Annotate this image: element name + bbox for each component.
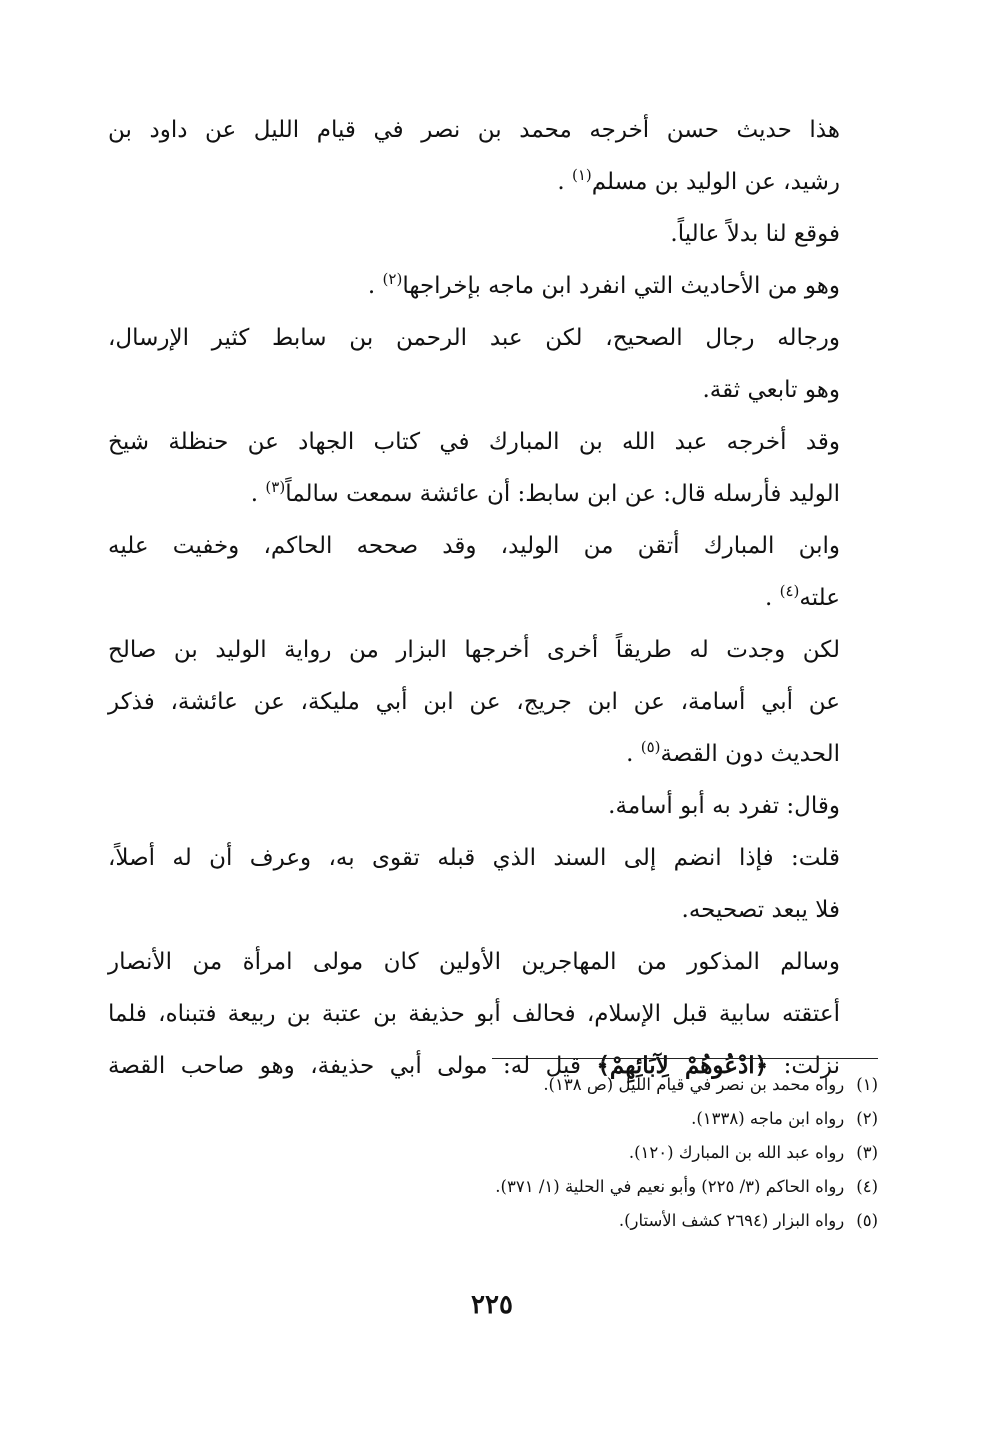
footnote-number: (٤) [856, 1177, 878, 1196]
footnote-text: رواه الحاكم (٣/ ٢٢٥) وأبو نعيم في الحلية (١/ ٣٧١). [495, 1177, 845, 1196]
paragraph-10-line-3-start: نزلت: [783, 1053, 841, 1079]
paragraph-5-end: . [250, 481, 259, 507]
page-number: ٢٢٥ [471, 1290, 513, 1320]
footnote-separator [492, 1058, 878, 1059]
paragraph-6-line-1: وابن المبارك أتقن من الوليد، وقد صححه الحاكم، وخفيت عليه [108, 533, 840, 559]
paragraph-4 [108, 312, 878, 416]
paragraph-1 [108, 104, 878, 208]
footnote-1 [300, 1068, 878, 1102]
footnote-ref-2: (٢) [382, 270, 403, 288]
paragraph-5-text: الوليد فأرسله قال: عن ابن سابط: أن عائشة سمعت سالماً [285, 481, 840, 507]
paragraph-7 [108, 624, 878, 780]
paragraph-3-end: . [367, 273, 376, 299]
footnote-ref-5: (٥) [640, 738, 661, 756]
paragraph-5 [108, 416, 878, 520]
paragraph-7-end: . [626, 741, 634, 767]
paragraph-10-line-3-end: قيل له: مولى أبي حذيفة، وهو صاحب القصة [108, 1053, 581, 1079]
paragraph-9-line-2: فلا يبعد تصحيحه. [681, 897, 840, 923]
paragraph-6 [108, 520, 878, 624]
footnote-2 [300, 1102, 878, 1136]
paragraph-6-end: . [764, 585, 773, 611]
paragraph-9-line-1: قلت: فإذا انضم إلى السند الذي قبله تقوى به، وعرف أن له أصلاً، [108, 845, 840, 871]
paragraph-8-line-1: وقال: تفرد به أبو أسامة. [608, 793, 840, 819]
footnote-number: (١) [856, 1075, 878, 1094]
footnote-number: (٢) [856, 1109, 878, 1128]
paragraph-6-text: علته [799, 585, 840, 611]
paragraph-1-text: رشيد، عن الوليد بن مسلم [591, 169, 840, 195]
footnote-ref-4: (٤) [779, 582, 800, 600]
footnote-4 [300, 1170, 878, 1204]
paragraph-2 [108, 208, 878, 260]
footnote-ref-3: (٣) [265, 478, 286, 496]
footnote-number: (٣) [856, 1143, 878, 1162]
paragraph-5-line-1: وقد أخرجه عبد الله بن المبارك في كتاب الجهاد عن حنظلة شيخ [108, 429, 840, 455]
paragraph-7-text: الحديث دون القصة [660, 741, 840, 767]
paragraph-4-line-2: وهو تابعي ثقة. [702, 377, 840, 403]
paragraph-6-line-2 [108, 572, 878, 624]
paragraph-5-line-2 [108, 468, 878, 520]
footnote-text: رواه البزار (٢٦٩٤ كشف الأستار). [618, 1211, 845, 1230]
paragraph-4-line-1: ورجاله رجال الصحيح، لكن عبد الرحمن بن سابط كثير الإرسال، [108, 325, 840, 351]
footnote-text: رواه محمد بن نصر في قيام الليل (ص ١٣٨). [543, 1075, 845, 1094]
paragraph-10-line-2: أعتقته سابية قبل الإسلام، فحالف أبو حذيفة بن عتبة بن ربيعة فتبناه، فلما [108, 1001, 840, 1027]
paragraph-1-line-2 [108, 156, 878, 208]
paragraph-8 [108, 780, 878, 832]
quran-quote: ﴿ادْعُوهُمْ لِآبَائِهِمْ﴾ [596, 1052, 769, 1079]
paragraph-3-text: وهو من الأحاديث التي انفرد ابن ماجه بإخراجها [402, 273, 840, 299]
footnote-ref-1: (١) [571, 166, 592, 184]
paragraph-10-line-1: وسالم المذكور من المهاجرين الأولين كان مولى امرأة من الأنصار [108, 949, 840, 975]
paragraph-7-line-2: عن أبي أسامة، عن ابن جريج، عن ابن أبي مليكة، عن عائشة، فذكر [108, 689, 840, 715]
paragraph-1-line-1: هذا حديث حسن أخرجه محمد بن نصر في قيام الليل عن داود بن [108, 117, 840, 143]
paragraph-1-end: . [557, 169, 565, 195]
main-text [108, 104, 878, 1092]
paragraph-7-line-3 [108, 728, 878, 780]
footnote-3 [300, 1136, 878, 1170]
paragraph-9 [108, 832, 878, 936]
paragraph-2-line-1: فوقع لنا بدلاً عالياً. [670, 221, 840, 247]
footnotes [300, 1068, 878, 1238]
footnote-text: رواه ابن ماجه (١٣٣٨). [691, 1109, 845, 1128]
footnote-text: رواه عبد الله بن المبارك (١٢٠). [628, 1143, 845, 1162]
paragraph-3 [108, 260, 878, 312]
paragraph-3-line-1 [108, 260, 878, 312]
footnote-number: (٥) [856, 1211, 878, 1230]
footnote-5 [300, 1204, 878, 1238]
paragraph-7-line-1: لكن وجدت له طريقاً أخرى أخرجها البزار من رواية الوليد بن صالح [108, 637, 840, 663]
